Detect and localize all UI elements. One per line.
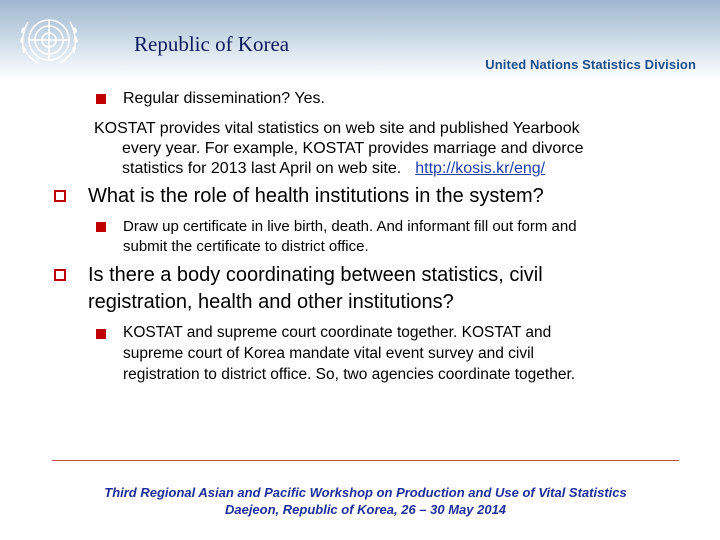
bullet-square-icon	[96, 94, 106, 104]
question2-answer-line1: KOSTAT and supreme court coordinate together. KOSTAT and	[123, 324, 552, 341]
footer-line1: Third Regional Asian and Pacific Workshop on Production and Use of Vital Statistics	[104, 485, 627, 500]
item1-detail-line2: every year. For example, KOSTAT provides marriage and divorce	[122, 140, 584, 157]
footer-divider	[52, 460, 679, 461]
item1-detail-line1: KOSTAT provides vital statistics on web site and published Yearbook	[94, 120, 580, 137]
slide-title: Republic of Korea	[134, 32, 290, 56]
kosis-link[interactable]: http://kosis.kr/eng/	[415, 160, 546, 177]
question2-answer-line2: supreme court of Korea mandate vital event survey and civil	[123, 345, 534, 362]
question1-text: What is the role of health institutions in the system?	[88, 185, 544, 207]
footer-line2: Daejeon, Republic of Korea, 26 – 30 May 2014	[224, 502, 507, 517]
question1-answer-line1: Draw up certificate in live birth, death. And informant fill out form and	[123, 218, 577, 235]
question2-text-line1: Is there a body coordinating between statistics, civil	[88, 264, 543, 286]
question2-answer-line3: registration to district office. So, two agencies coordinate together.	[123, 366, 576, 383]
item1-detail-line3	[122, 159, 545, 179]
item1-bullet-text: Regular dissemination? Yes.	[123, 90, 325, 107]
bullet-hollow-square-icon	[54, 269, 66, 281]
item1-detail-line3-text: statistics for 2013 last April on web site.	[122, 160, 402, 177]
un-emblem-icon	[14, 8, 84, 74]
question1-answer-line2: submit the certificate to district office.	[123, 238, 369, 255]
bullet-hollow-square-icon	[54, 190, 66, 202]
bullet-square-icon	[96, 222, 106, 232]
division-name: United Nations Statistics Division	[485, 57, 696, 72]
question2-text-line2: registration, health and other institutions?	[88, 291, 454, 313]
footer	[52, 484, 679, 518]
bullet-square-icon	[96, 329, 106, 339]
